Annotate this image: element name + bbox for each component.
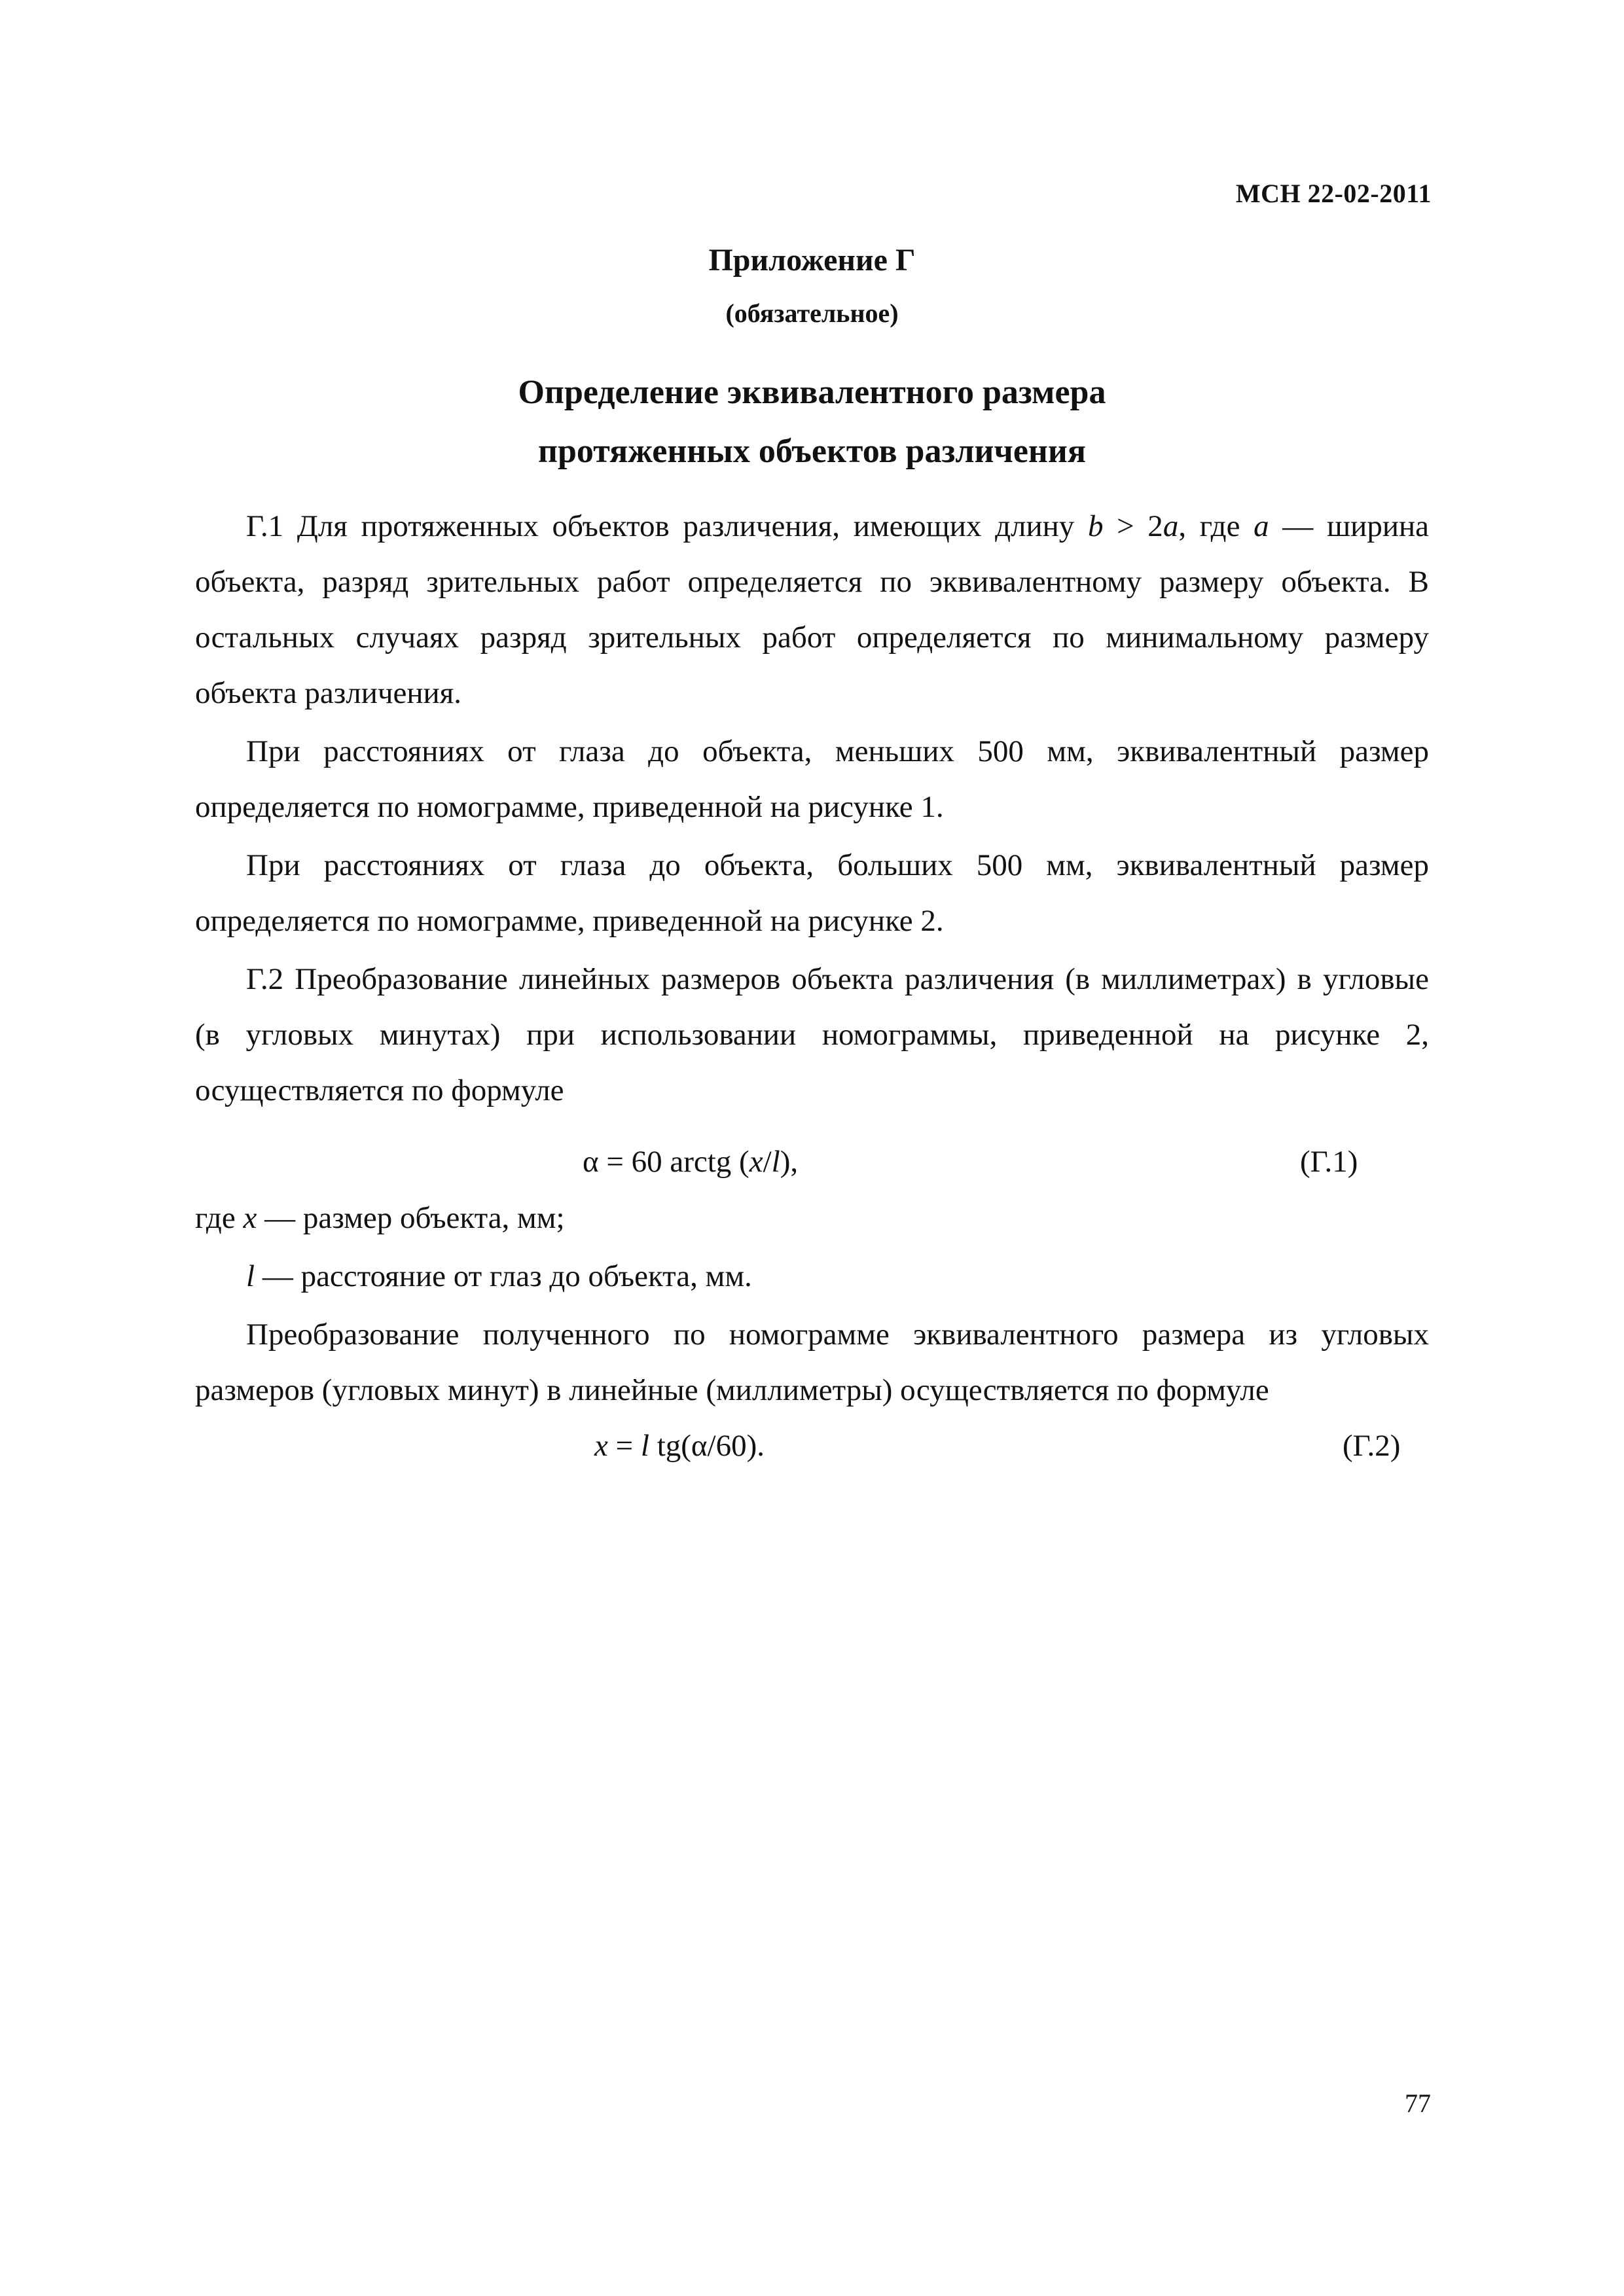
- formula-g2: [195, 1418, 1429, 1477]
- clause-g1-text-g: — ширина объекта, разряд зрительных работ определяется по эквивалентному размеру объекта. В остальных случаях разряд зрительных работ определяется по минимальному размеру объекта различения.: [195, 509, 1429, 710]
- document-body: [195, 499, 1429, 1477]
- far-distance-paragraph: При расстояниях от глаза до объекта, больших 500 мм, эквивалентный размер определяется по номограмме, приведенной на рисунке 2.: [195, 848, 1429, 938]
- clause-g1-text-e: , где: [1178, 509, 1254, 543]
- clause-g2-paragraph: Г.2 Преобразование линейных размеров объекта различения (в миллиметрах) в угловые (в угловых минутах) при использовании номограммы, приведенной на рисунке 2, осуществляется по формуле: [195, 962, 1429, 1107]
- where-l-line: l — расстояние от глаз до объекта, мм.: [246, 1259, 752, 1293]
- var-l: l: [246, 1259, 255, 1293]
- formula-g2-number: (Г.2): [1343, 1429, 1401, 1463]
- appendix-heading: [0, 363, 1624, 481]
- conversion-paragraph: Преобразование полученного по номограмме эквивалентного размера из угловых размеров (угловых минут) в линейные (миллиметры) осуществляется по формуле: [195, 1318, 1429, 1407]
- clause-g1-text-a: Г.1 Для протяженных объектов различения, имеющих длину: [246, 509, 1088, 543]
- formula-g1-expression: α = 60 arctg (x/l),: [583, 1145, 799, 1179]
- var-b: b: [1087, 509, 1104, 543]
- var-a-2: a: [1254, 509, 1269, 543]
- clause-g1-text-c: > 2: [1103, 509, 1163, 543]
- document-code: МСН 22-02-2011: [1235, 179, 1432, 208]
- formula-g2-expression: x = l tg(α/60).: [594, 1429, 765, 1463]
- formula-g1: [195, 1119, 1429, 1191]
- appendix-status: (обязательное): [725, 298, 899, 328]
- where-x-line: где x — размер объекта, мм;: [195, 1201, 565, 1235]
- appendix-title: Приложение Г: [708, 243, 916, 278]
- appendix-heading-line1: Определение эквивалентного размера: [518, 374, 1106, 411]
- near-distance-paragraph: При расстояниях от глаза до объекта, меньших 500 мм, эквивалентный размер определяется по номограмме, приведенной на рисунке 1.: [195, 734, 1429, 824]
- appendix-heading-line2: протяженных объектов различения: [538, 433, 1086, 470]
- page-number: 77: [1405, 2089, 1431, 2118]
- var-a: a: [1163, 509, 1179, 543]
- clause-g1-paragraph: [195, 499, 1429, 721]
- formula-g1-number: (Г.1): [1300, 1145, 1358, 1179]
- var-x: x: [243, 1201, 257, 1235]
